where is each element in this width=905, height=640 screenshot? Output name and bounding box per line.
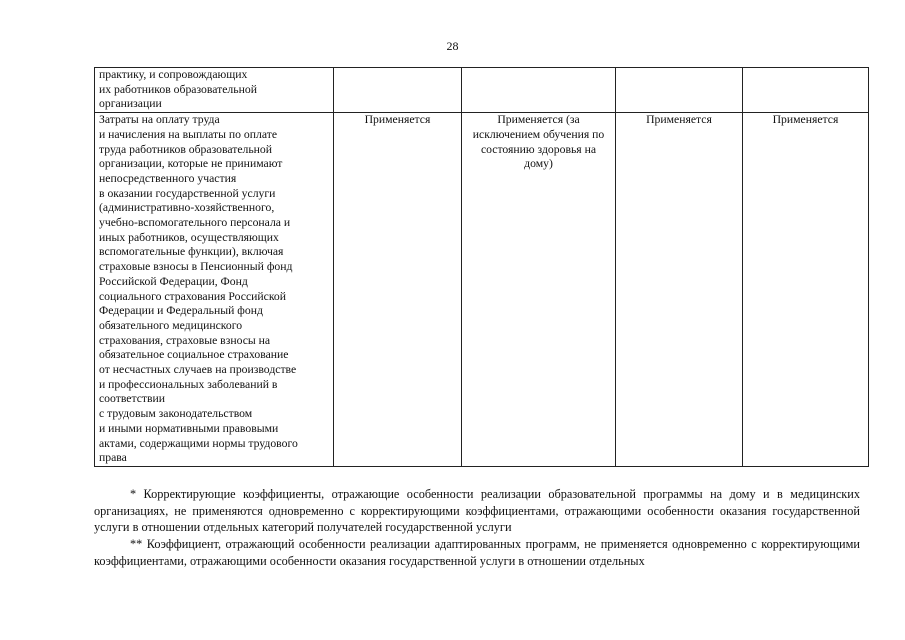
table-row — [95, 113, 869, 467]
description-line: (административно-хозяйственного, — [99, 201, 275, 215]
description-line: от несчастных случаев на производстве — [99, 363, 297, 377]
table-cell-value — [462, 68, 616, 113]
footnote-single-asterisk: * Корректирующие коэффициенты, отражающие особенности реализации образовательной программы на дому и в медицинских организациях, не применяются одновременно с корректирующими коэффициентами, отражающими особенности оказания государственной услуги в отношении отдельных категорий получателей государственной услуги — [94, 487, 860, 535]
description-line: учебно-вспомогательного персонала и — [99, 216, 291, 230]
table-cell-description — [95, 113, 334, 467]
table-cell-value — [616, 68, 743, 113]
table-cell-value: Применяется — [616, 113, 743, 467]
description-line: их работников образовательной — [99, 82, 257, 96]
table-cell-value: Применяется — [743, 113, 869, 467]
description-line: иных работников, осуществляющих — [99, 230, 279, 244]
description-line: и начисления на выплаты по оплате — [99, 127, 278, 141]
description-line: обязательное социальное страхование — [99, 348, 289, 362]
description-line: права — [99, 451, 127, 465]
footnotes — [94, 486, 860, 570]
description-line: труда работников образовательной — [99, 142, 273, 156]
table-cell-value — [334, 68, 462, 113]
description-line: соответствии — [99, 392, 166, 406]
footnote-double-asterisk: ** Коэффициент, отражающий особенности реализации адаптированных программ, не применяется одновременно с корректирующими коэффициентами, отражающими особенности оказания государственной услуги в отношении отдельных — [94, 537, 860, 568]
description-line: Затраты на оплату труда — [99, 113, 220, 127]
coefficients-table — [94, 67, 869, 467]
table-cell-value: Применяется (за исключением обучения по состоянию здоровья на дому) — [462, 113, 616, 467]
description-line: Российской Федерации, Фонд — [99, 274, 248, 288]
table-cell-value: Применяется — [334, 113, 462, 467]
description-line: с трудовым законодательством — [99, 407, 253, 421]
description-line: и профессиональных заболеваний в — [99, 377, 278, 391]
description-line: организации — [99, 97, 162, 111]
page-number: 28 — [446, 39, 459, 53]
description-line: в оказании государственной услуги — [99, 186, 276, 200]
description-line: актами, содержащими нормы трудового — [99, 436, 298, 450]
description-line: социального страхования Российской — [99, 289, 287, 303]
description-line: страхования, страховые взносы на — [99, 333, 271, 347]
table-cell-value — [743, 68, 869, 113]
table-cell-description — [95, 68, 334, 113]
description-line: страховые взносы в Пенсионный фонд — [99, 260, 293, 274]
description-line: и иными нормативными правовыми — [99, 421, 279, 435]
description-line: вспомогательные функции), включая — [99, 245, 284, 259]
description-line: практику, и сопровождающих — [99, 68, 248, 81]
description-line: Федерации и Федеральный фонд — [99, 304, 263, 318]
table-row — [95, 68, 869, 113]
description-line: обязательного медицинского — [99, 318, 243, 332]
description-line: непосредственного участия — [99, 171, 237, 185]
description-line: организации, которые не принимают — [99, 157, 283, 171]
